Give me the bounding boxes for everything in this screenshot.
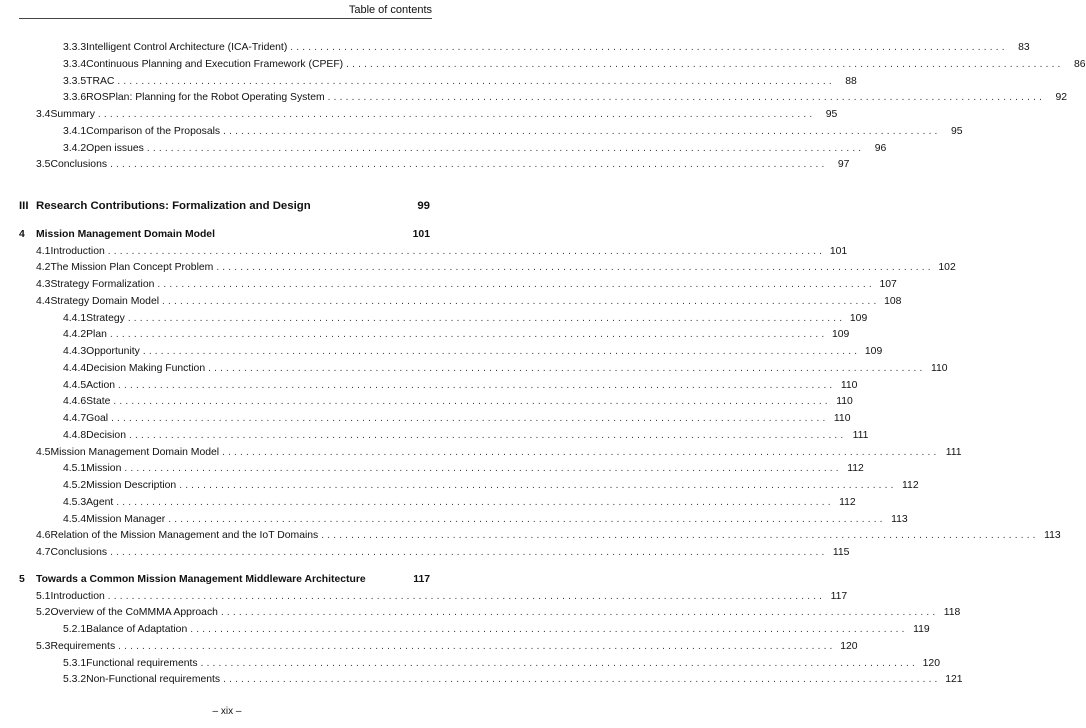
toc-entry-number: 4.4.3 [63, 346, 87, 357]
toc-entry-title: Introduction [50, 245, 105, 257]
toc-entry-title: Conclusions [50, 547, 108, 558]
toc-entry-number: 3.5 [36, 159, 51, 171]
dot-leader: ........................................................................................................................ [124, 463, 842, 475]
toc-entry-number: 5.2 [36, 607, 51, 619]
toc-entry-number: 5.1 [36, 590, 51, 602]
toc-entry-title: Agent [86, 496, 114, 508]
toc-entry-page: 107 [879, 279, 897, 290]
toc-entry[interactable] [19, 478, 919, 495]
toc-entry-page: 113 [891, 513, 908, 525]
dot-leader: ........................................................................................................................ [127, 312, 846, 324]
toc-entry-number: III [19, 200, 29, 212]
dot-leader: ........................................................................................................................ [109, 329, 828, 341]
toc-entry-number: 4.7 [36, 547, 51, 558]
toc-entry-title: Decision [86, 429, 126, 441]
toc-entry-title: Towards a Common Mission Management Middleware Architecture [36, 573, 366, 585]
toc-entry-page: 110 [930, 362, 948, 374]
toc-entry-number: 4.1 [36, 245, 51, 257]
toc-entry-title: Relation of the Mission Management and the IoT Domains [50, 530, 319, 542]
toc-entry-page: 95 [950, 125, 963, 137]
table-of-contents [19, 40, 1086, 689]
toc-entry-number: 5 [19, 573, 25, 585]
toc-entry[interactable] [19, 656, 940, 673]
dot-leader: ........................................................................................................................ [117, 75, 835, 87]
toc-entry-number: 4.5.1 [63, 463, 87, 475]
dot-leader: ........................................................................................................................ [97, 109, 816, 120]
toc-entry-page: 88 [845, 75, 857, 87]
toc-entry-title: Intelligent Control Architecture (ICA-Trident) [86, 42, 288, 53]
toc-entry-number: 4.3 [36, 279, 51, 290]
toc-entry-number: 4.4 [36, 295, 51, 307]
toc-entry-number: 4.5.3 [63, 496, 87, 508]
dot-leader: ........................................................................................................................ [128, 429, 847, 441]
toc-entry-title: Introduction [50, 590, 105, 602]
toc-entry[interactable] [19, 378, 858, 395]
toc-entry-number: 4.6 [36, 530, 51, 542]
toc-entry[interactable] [19, 589, 848, 606]
toc-entry[interactable] [19, 512, 908, 529]
toc-entry-page: 111 [852, 429, 869, 441]
toc-entry-title: Mission Manager [86, 513, 166, 525]
toc-entry-title: Mission Management Domain Model [50, 446, 220, 458]
toc-entry[interactable] [19, 545, 850, 562]
dot-leader: ........................................................................................................................ [110, 159, 828, 171]
dot-leader: ........................................................................................................................ [110, 547, 828, 558]
toc-entry-page: 117 [830, 590, 848, 602]
toc-entry[interactable] [19, 428, 869, 445]
toc-entry[interactable] [19, 639, 858, 656]
toc-entry-number: 5.3 [36, 640, 51, 652]
toc-entry-title: Goal [86, 413, 109, 424]
toc-entry-title: Open issues [86, 142, 144, 154]
toc-entry-number: 4.5 [36, 446, 51, 458]
toc-entry-title: Requirements [50, 640, 116, 652]
toc-entry-page: 112 [847, 463, 864, 475]
toc-entry[interactable] [19, 157, 850, 174]
dot-leader: ........................................................................................................................ [208, 362, 926, 374]
toc-entry[interactable] [19, 244, 848, 261]
toc-entry-number: 4 [19, 228, 25, 240]
dot-leader: ........................................................................................................................ [223, 125, 941, 137]
toc-entry[interactable] [19, 294, 902, 311]
toc-entry-title: TRAC [86, 75, 115, 87]
dot-leader: ........................................................................................................................ [118, 640, 836, 652]
toc-entry[interactable] [19, 327, 850, 344]
toc-entry-title: Strategy Formalization [50, 279, 155, 290]
dot-leader: ........................................................................................................................ [168, 513, 886, 525]
dot-leader: ........................................................................................................................ [118, 379, 836, 391]
dot-leader: ........................................................................................................................ [179, 480, 897, 491]
toc-entry-page: 97 [837, 159, 850, 171]
dot-leader: ........................................................................................................................ [111, 413, 829, 424]
toc-entry[interactable] [19, 40, 1030, 57]
dot-leader: ........................................................................................................................ [223, 674, 941, 686]
toc-entry[interactable] [19, 344, 883, 361]
toc-entry[interactable] [19, 605, 961, 622]
toc-entry[interactable] [19, 90, 1068, 107]
toc-entry-page: 95 [825, 109, 838, 120]
toc-entry-page: 83 [1018, 42, 1030, 53]
toc-entry[interactable] [19, 445, 962, 462]
dot-leader: ........................................................................................................................ [327, 92, 1046, 104]
toc-entry-number: 4.4.8 [63, 429, 87, 441]
toc-entry-title: State [86, 396, 111, 408]
toc-entry-title: Comparison of the Proposals [86, 125, 221, 137]
toc-entry-page: 120 [840, 640, 858, 652]
toc-entry-title: Action [86, 379, 116, 391]
toc-entry[interactable] [19, 107, 838, 124]
toc-entry[interactable] [19, 311, 868, 328]
dot-leader: ........................................................................................................................ [113, 396, 831, 408]
dot-leader: ........................................................................................................................ [162, 295, 880, 307]
toc-entry-title: Decision Making Function [86, 362, 206, 374]
toc-entry-page: 101 [412, 228, 430, 240]
toc-entry[interactable] [19, 672, 963, 689]
toc-entry-title: Opportunity [86, 346, 140, 357]
dot-leader: ........................................................................................................................ [216, 262, 934, 274]
toc-entry-number: 3.3.4 [63, 58, 87, 70]
dot-leader: ........................................................................................................................ [321, 530, 1039, 542]
toc-entry-title: Functional requirements [86, 657, 198, 669]
dot-leader: ........................................................................................................................ [346, 58, 1064, 70]
toc-entry[interactable] [19, 622, 930, 639]
toc-entry-title: Summary [50, 109, 95, 120]
running-header: Table of contents [19, 4, 432, 19]
page-number-footer: – xix – [212, 706, 242, 717]
toc-entry-number: 3.3.3 [63, 42, 87, 53]
toc-entry-title: Strategy Domain Model [50, 295, 160, 307]
toc-entry[interactable] [19, 198, 430, 215]
toc-entry-number: 4.4.6 [63, 396, 87, 408]
dot-leader: ........................................................................................................................ [116, 496, 834, 508]
toc-entry-number: 3.4.1 [63, 125, 87, 137]
toc-entry-title: Mission Description [86, 480, 177, 491]
toc-entry-title: Continuous Planning and Execution Framework (CPEF) [86, 58, 344, 70]
toc-entry[interactable] [19, 528, 1061, 545]
dot-leader: ........................................................................................................................ [107, 590, 826, 602]
toc-entry-page: 92 [1055, 92, 1068, 104]
toc-entry-title: Plan [86, 329, 107, 341]
toc-entry[interactable] [19, 411, 851, 428]
toc-entry-number: 3.3.6 [63, 92, 87, 104]
dot-leader: ........................................................................................................................ [146, 142, 865, 154]
toc-entry[interactable] [19, 227, 430, 244]
toc-entry-page: 115 [832, 547, 850, 558]
toc-entry[interactable] [19, 74, 857, 91]
toc-entry-title: The Mission Plan Concept Problem [50, 262, 214, 274]
toc-entry-page: 112 [902, 480, 919, 491]
toc-entry-title: Balance of Adaptation [86, 624, 188, 635]
toc-entry-page: 99 [417, 200, 430, 212]
toc-entry-title: Strategy [86, 312, 125, 324]
toc-entry-page: 102 [938, 262, 956, 274]
toc-entry-page: 110 [840, 379, 858, 391]
toc-entry-title: Research Contributions: Formalization and Design [36, 200, 311, 212]
toc-entry-page: 117 [413, 573, 430, 585]
toc-entry-page: 113 [1044, 530, 1061, 542]
toc-entry[interactable] [19, 141, 887, 158]
toc-entry[interactable] [19, 124, 963, 141]
dot-leader: ........................................................................................................................ [107, 245, 826, 257]
toc-entry-number: 4.4.2 [63, 329, 87, 341]
dot-leader: ........................................................................................................................ [290, 42, 1008, 53]
toc-entry-number: 4.2 [36, 262, 51, 274]
toc-entry[interactable] [19, 57, 1086, 74]
toc-entry-page: 109 [864, 346, 883, 357]
toc-entry-number: 4.4.7 [63, 413, 87, 424]
toc-entry-number: 4.5.2 [63, 480, 87, 491]
toc-entry-number: 3.3.5 [63, 75, 87, 87]
toc-entry-page: 121 [945, 674, 963, 686]
toc-entry-page: 110 [836, 396, 853, 408]
toc-entry[interactable] [19, 260, 956, 277]
dot-leader: ........................................................................................................................ [200, 657, 918, 669]
toc-entry-number: 3.4 [36, 109, 51, 120]
toc-entry-number: 5.2.1 [63, 624, 87, 635]
toc-entry[interactable] [19, 572, 430, 589]
toc-entry-number: 5.3.1 [63, 657, 87, 669]
toc-entry[interactable] [19, 461, 864, 478]
dot-leader: ........................................................................................................................ [190, 624, 908, 635]
toc-entry-number: 4.4.1 [63, 312, 87, 324]
toc-entry[interactable] [19, 361, 948, 378]
toc-entry-page: 118 [943, 607, 961, 619]
toc-entry-page: 96 [874, 142, 887, 154]
toc-entry-title: Conclusions [50, 159, 108, 171]
toc-entry-page: 108 [884, 295, 902, 307]
dot-leader: ........................................................................................................................ [142, 346, 861, 357]
toc-entry-title: Overview of the CoMMMA Approach [50, 607, 218, 619]
toc-entry-number: 5.3.2 [63, 674, 87, 686]
toc-entry-number: 3.4.2 [63, 142, 87, 154]
toc-entry-title: Mission Management Domain Model [36, 228, 215, 240]
toc-entry-page: 109 [831, 329, 850, 341]
toc-entry-page: 109 [849, 312, 868, 324]
toc-entry[interactable] [19, 495, 856, 512]
toc-entry-page: 112 [839, 496, 856, 508]
toc-entry-number: 4.4.5 [63, 379, 87, 391]
toc-entry[interactable] [19, 277, 897, 294]
toc-entry-page: 120 [922, 657, 940, 669]
toc-entry-title: Non-Functional requirements [86, 674, 221, 686]
dot-leader: ........................................................................................................................ [157, 279, 875, 290]
toc-entry[interactable] [19, 394, 853, 411]
dot-leader: ........................................................................................................................ [220, 607, 939, 619]
toc-entry-number: 4.4.4 [63, 362, 87, 374]
toc-entry-page: 119 [913, 624, 930, 635]
toc-entry-title: ROSPlan: Planning for the Robot Operating System [86, 92, 325, 104]
toc-entry-title: Mission [86, 463, 122, 475]
toc-entry-page: 110 [833, 413, 851, 424]
toc-entry-number: 4.5.4 [63, 513, 87, 525]
toc-entry-page: 86 [1073, 58, 1086, 70]
toc-entry-page: 111 [945, 446, 962, 458]
dot-leader: ........................................................................................................................ [222, 446, 940, 458]
toc-entry-page: 101 [829, 245, 848, 257]
